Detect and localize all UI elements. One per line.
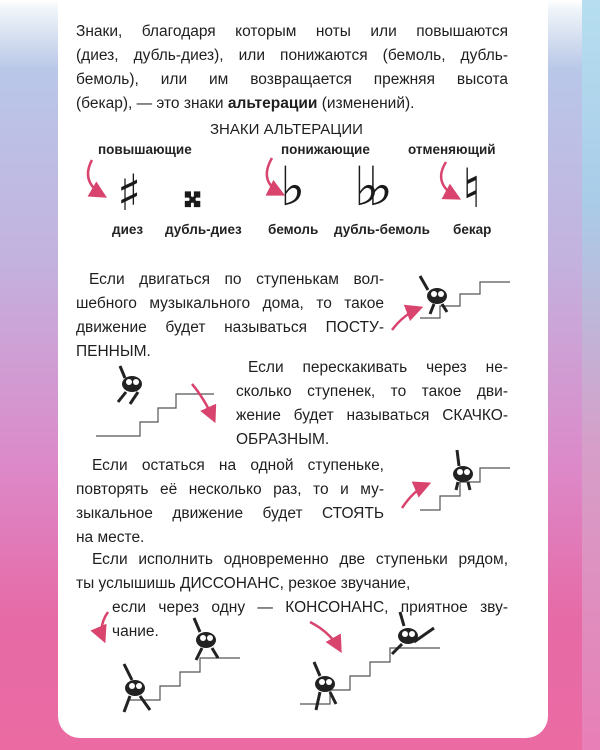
raising-arrow-icon: [88, 160, 104, 196]
standing-line-1: Если остаться на одной ступеньке,: [92, 457, 384, 474]
stepwise-line-2: шебного музыкального дома, то такое: [76, 295, 384, 312]
stepwise-line-4: ПЕННЫМ.: [76, 343, 151, 360]
group-raising-label: повышающие: [98, 142, 192, 157]
double-sharp-glyph: 𝄪: [184, 171, 202, 215]
dissonance-line-1: Если исполнить одновременно две ступеньки рядом,: [92, 551, 508, 568]
double-sharp-label: дубль-диез: [165, 222, 242, 237]
intro-keyword-alteration: альтерации: [227, 95, 318, 112]
sharp-glyph: ♯: [117, 164, 142, 222]
group-cancelling-label: отменяющий: [408, 142, 496, 157]
group-lowering-label: понижающие: [281, 142, 370, 157]
flat-label: бемоль: [268, 222, 319, 237]
double-flat-glyph: ♭♭: [354, 155, 381, 218]
intro-line-3: бемоль), или им возвращается прежняя высота: [76, 71, 508, 88]
intro-line-4-end: (изменений).: [317, 95, 415, 112]
dissonance-line-4: чание.: [112, 623, 159, 640]
natural-label: бекар: [453, 222, 492, 237]
standing-line-2: повторять её несколько раз, то и му-: [76, 481, 384, 498]
stepwise-stairs-illustration: [392, 276, 510, 330]
leaping-line-4: ОБРАЗНЫМ.: [236, 431, 330, 448]
standing-line-4: на месте.: [76, 529, 145, 546]
double-flat-label: дубль-бемоль: [334, 222, 430, 237]
intro-line-2: (диез, дубль-диез), или понижаются (бемоль, дубль-: [76, 47, 508, 64]
standing-stairs-illustration: [402, 450, 510, 510]
flat-glyph: ♭: [280, 155, 306, 218]
leaping-stairs-illustration: [96, 366, 214, 436]
dissonance-stairs-illustration: [102, 612, 240, 712]
leaping-line-1: Если перескакивать через не-: [248, 359, 508, 376]
intro-line-1: Знаки, благодаря которым ноты или повышаются: [76, 23, 508, 40]
dissonance-line-3: если через одну — КОНСОНАНС, приятное зву-: [112, 599, 508, 616]
dissonance-line-2: ты услышишь ДИССОНАНС, резкое звучание,: [76, 575, 411, 592]
consonance-stairs-illustration: [300, 612, 440, 710]
leaping-line-2: сколько ступенек, то такое дви-: [236, 383, 508, 400]
sharp-label: диез: [112, 222, 144, 237]
leaping-line-3: жение будет называться СКАЧКО-: [236, 407, 508, 424]
cancelling-arrow-icon: [441, 162, 458, 198]
signs-title: ЗНАКИ АЛЬТЕРАЦИИ: [210, 121, 363, 138]
stepwise-line-1: Если двигаться по ступенькам вол-: [89, 271, 384, 288]
stepwise-line-3: движение будет называться ПОСТУ-: [76, 319, 384, 336]
intro-line-4-start: (бекар), — это знаки: [76, 95, 228, 112]
standing-line-3: зыкальное движение будет СТОЯТЬ: [76, 505, 384, 522]
lowering-arrow-icon: [267, 158, 282, 194]
natural-glyph: ♮: [462, 157, 482, 220]
